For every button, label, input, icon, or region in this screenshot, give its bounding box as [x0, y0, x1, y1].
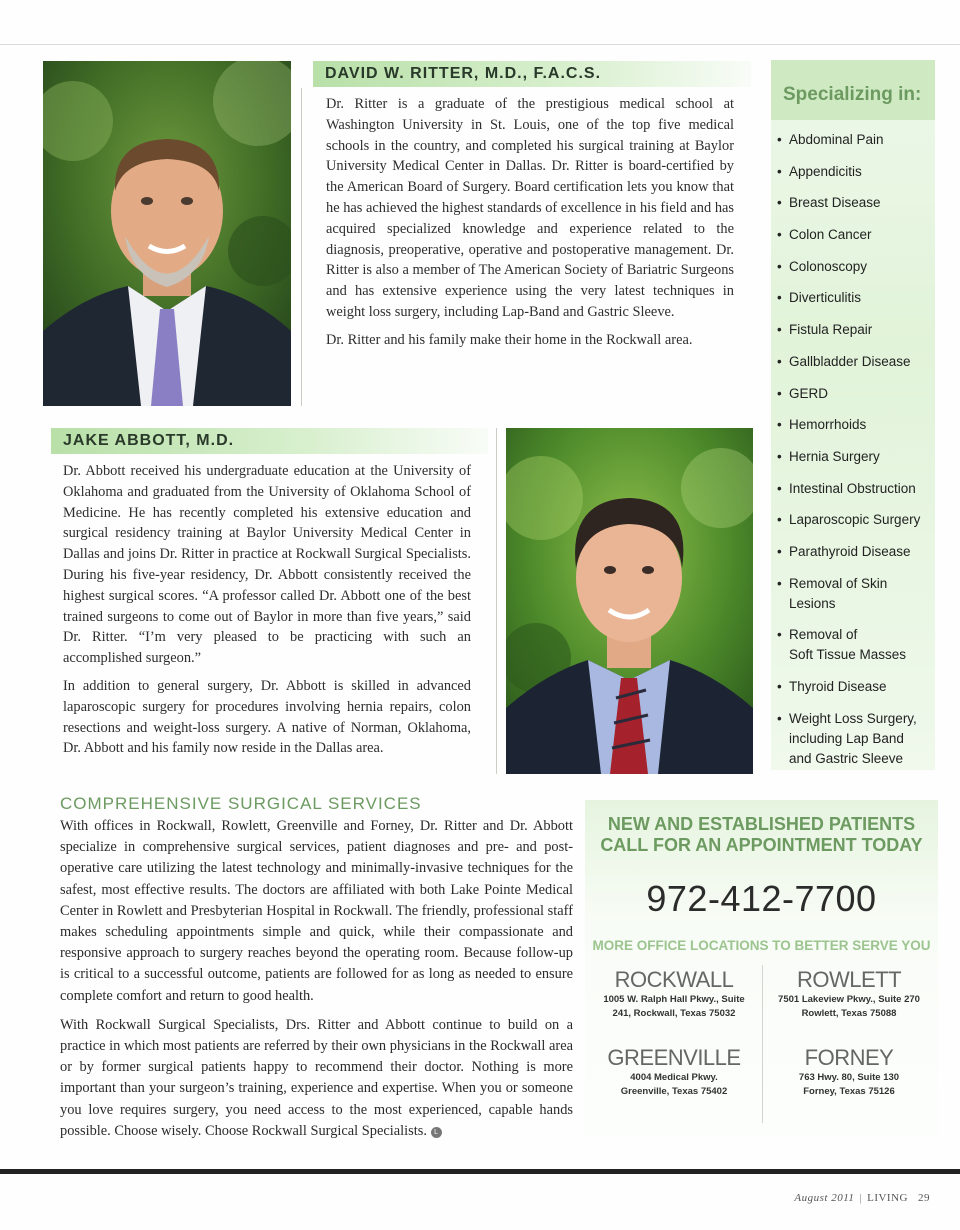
specialty-item: • Fistula Repair [777, 320, 935, 340]
abbott-bio-paragraph-2: In addition to general surgery, Dr. Abbott is skilled in advanced laparoscopic surgery for procedures involving hernia repairs, colon resections and weight-loss surgery. A native of Norman, Oklahoma, Dr. Abbott and his family now reside in the Dallas area. [63, 677, 471, 757]
location-rockwall [592, 967, 757, 1021]
location-city: FORNEY [804, 1045, 894, 1070]
specialty-item: • Gallbladder Disease [777, 352, 935, 372]
services-body [60, 816, 573, 1150]
specialty-item: • Removal of Soft Tissue Masses [777, 625, 935, 665]
ritter-photo [43, 61, 291, 406]
location-address: 7501 Lakeview Pkwy., Suite 270 Rowlett, Texas 75088 [778, 994, 920, 1019]
page-footer [794, 1192, 930, 1204]
location-city: GREENVILLE [607, 1045, 741, 1070]
abbott-column-rule [496, 428, 497, 774]
specialty-item: • Parathyroid Disease [777, 542, 935, 562]
location-address: 1005 W. Ralph Hall Pkwy., Suite 241, Rockwall, Texas 75032 [603, 994, 745, 1019]
specialty-item: • GERD [777, 384, 935, 404]
specialty-item: • Laparoscopic Surgery [777, 510, 935, 530]
specialty-item: • Hernia Surgery [777, 447, 935, 467]
location-greenville [592, 1045, 757, 1099]
locations-divider [762, 965, 763, 1123]
specialty-item: • Hemorrhoids [777, 415, 935, 435]
end-mark-icon: L [431, 1127, 442, 1138]
footer-section: LIVING [867, 1192, 908, 1204]
locations-grid [592, 965, 932, 1125]
location-address: 763 Hwy. 80, Suite 130 Forney, Texas 75126 [798, 1072, 900, 1097]
footer-issue: August 2011 [794, 1192, 855, 1204]
specialty-item: • Thyroid Disease [777, 677, 935, 697]
specialty-item: • Removal of Skin Lesions [777, 574, 935, 614]
ritter-bio-paragraph-2: Dr. Ritter and his family make their home in the Rockwall area. [326, 331, 693, 348]
more-locations-heading: MORE OFFICE LOCATIONS TO BETTER SERVE YOU [592, 938, 931, 953]
specialty-item: • Colonoscopy [777, 257, 935, 277]
appointment-box [585, 800, 938, 1150]
abbott-bio-paragraph-1: Dr. Abbott received his undergraduate education at the University of Oklahoma and graduated from the University of Oklahoma School of Medicine. He has recently completed his extensive education and surgical residency training at Baylor University Medical Center in Dallas and joins Dr. Ritter in practice at Rockwall Surgical Specialists. During his five-year residency, Dr. Abbott consistently received the highest surgical scores. “A professor called Dr. Abbott one of the best trained surgeons to come out of Baylor in more than five years,” said Dr. Ritter. “I’m very pleased to be practicing with such an accomplished surgeon.” [63, 463, 471, 667]
location-address: 4004 Medical Pkwy. Greenville, Texas 75402 [620, 1072, 728, 1097]
specialty-item: • Diverticulitis [777, 288, 935, 308]
appointment-heading-line-1: NEW AND ESTABLISHED PATIENTS [607, 814, 916, 834]
services-heading: COMPREHENSIVE SURGICAL SERVICES [60, 794, 422, 813]
abbott-photo [506, 428, 753, 774]
location-rowlett [767, 967, 932, 1021]
bottom-rule [0, 1169, 960, 1174]
location-city: ROCKWALL [614, 967, 734, 992]
services-paragraph-2 [60, 1015, 573, 1142]
abbott-bio [63, 461, 471, 766]
services-paragraph-2-text: With Rockwall Surgical Specialists, Drs. Ritter and Abbott continue to build on a practice in which most patients are referred by their own physicians in the Rockwall area or by former surgical patients happy to recommend their doctor. Nothing is more important than your surgeon’s training, experience and expertise. When you or someone you love requires surgery, you need access to the most experienced, capable hands possible. Choose wisely. Choose Rockwall Surgical Specialists. [60, 1016, 573, 1139]
services-paragraph-1: With offices in Rockwall, Rowlett, Greenville and Forney, Dr. Ritter and Dr. Abbott specialize in comprehensive surgical services, patient diagnoses and pre- and post-operative care utilizing the latest technology and minimally-invasive techniques for the safest, most effective results. The doctors are affiliated with both Lake Pointe Medical Center in Rowlett and Presbyterian Hospital in Rockwall. The friendly, professional staff makes scheduling appointments simple and quick, while their compassionate and responsive approach to surgery reaches beyond the operating room. Because follow-up is critical to a successful outcome, patients are followed for as long as needed to ensure complete comfort and return to good health. [60, 818, 573, 1004]
specialty-item: • Weight Loss Surgery, including Lap Band and Gastric Sleeve [777, 709, 935, 769]
top-rule [0, 44, 960, 45]
location-forney [767, 1045, 932, 1099]
specialty-item: • Intestinal Obstruction [777, 479, 935, 499]
ritter-name: DAVID W. RITTER, M.D., F.A.C.S. [313, 61, 751, 87]
phone-number[interactable]: 972-412-7700 [646, 878, 877, 919]
ritter-column-rule [301, 88, 302, 406]
appointment-heading [585, 814, 938, 856]
specializing-sidebar [771, 60, 935, 770]
footer-separator: | [859, 1192, 863, 1204]
location-city: ROWLETT [796, 967, 902, 992]
specialty-item: • Appendicitis [777, 162, 935, 182]
appointment-heading-line-2: CALL FOR AN APPOINTMENT TODAY [600, 835, 923, 855]
abbott-name: JAKE ABBOTT, M.D. [51, 428, 488, 454]
specializing-title: Specializing in: [771, 60, 935, 120]
specialty-item: • Abdominal Pain [777, 130, 935, 150]
specialty-item: • Breast Disease [777, 193, 935, 213]
ritter-bio [326, 94, 734, 358]
ritter-bio-paragraph-1: Dr. Ritter is a graduate of the prestigious medical school at Washington University in St. Louis, one of the top five medical schools in the country, and completed his surgical training at Baylor University Medical Center in Dallas. Dr. Ritter is board-certified by the American Board of Surgery. Board certification lets you know that he has achieved the highest standards of excellence in his field and has acquired specialized knowledge and experience related to the diagnosis, preoperative, operative and postoperative management. Dr. Ritter is also a member of The American Society of Bariatric Surgeons and has extensive experience using the very latest techniques in weight loss surgery, including Lap-Band and Gastric Sleeve. [326, 96, 734, 320]
specialty-item: • Colon Cancer [777, 225, 935, 245]
specializing-list [771, 120, 935, 769]
page-number: 29 [918, 1192, 930, 1204]
